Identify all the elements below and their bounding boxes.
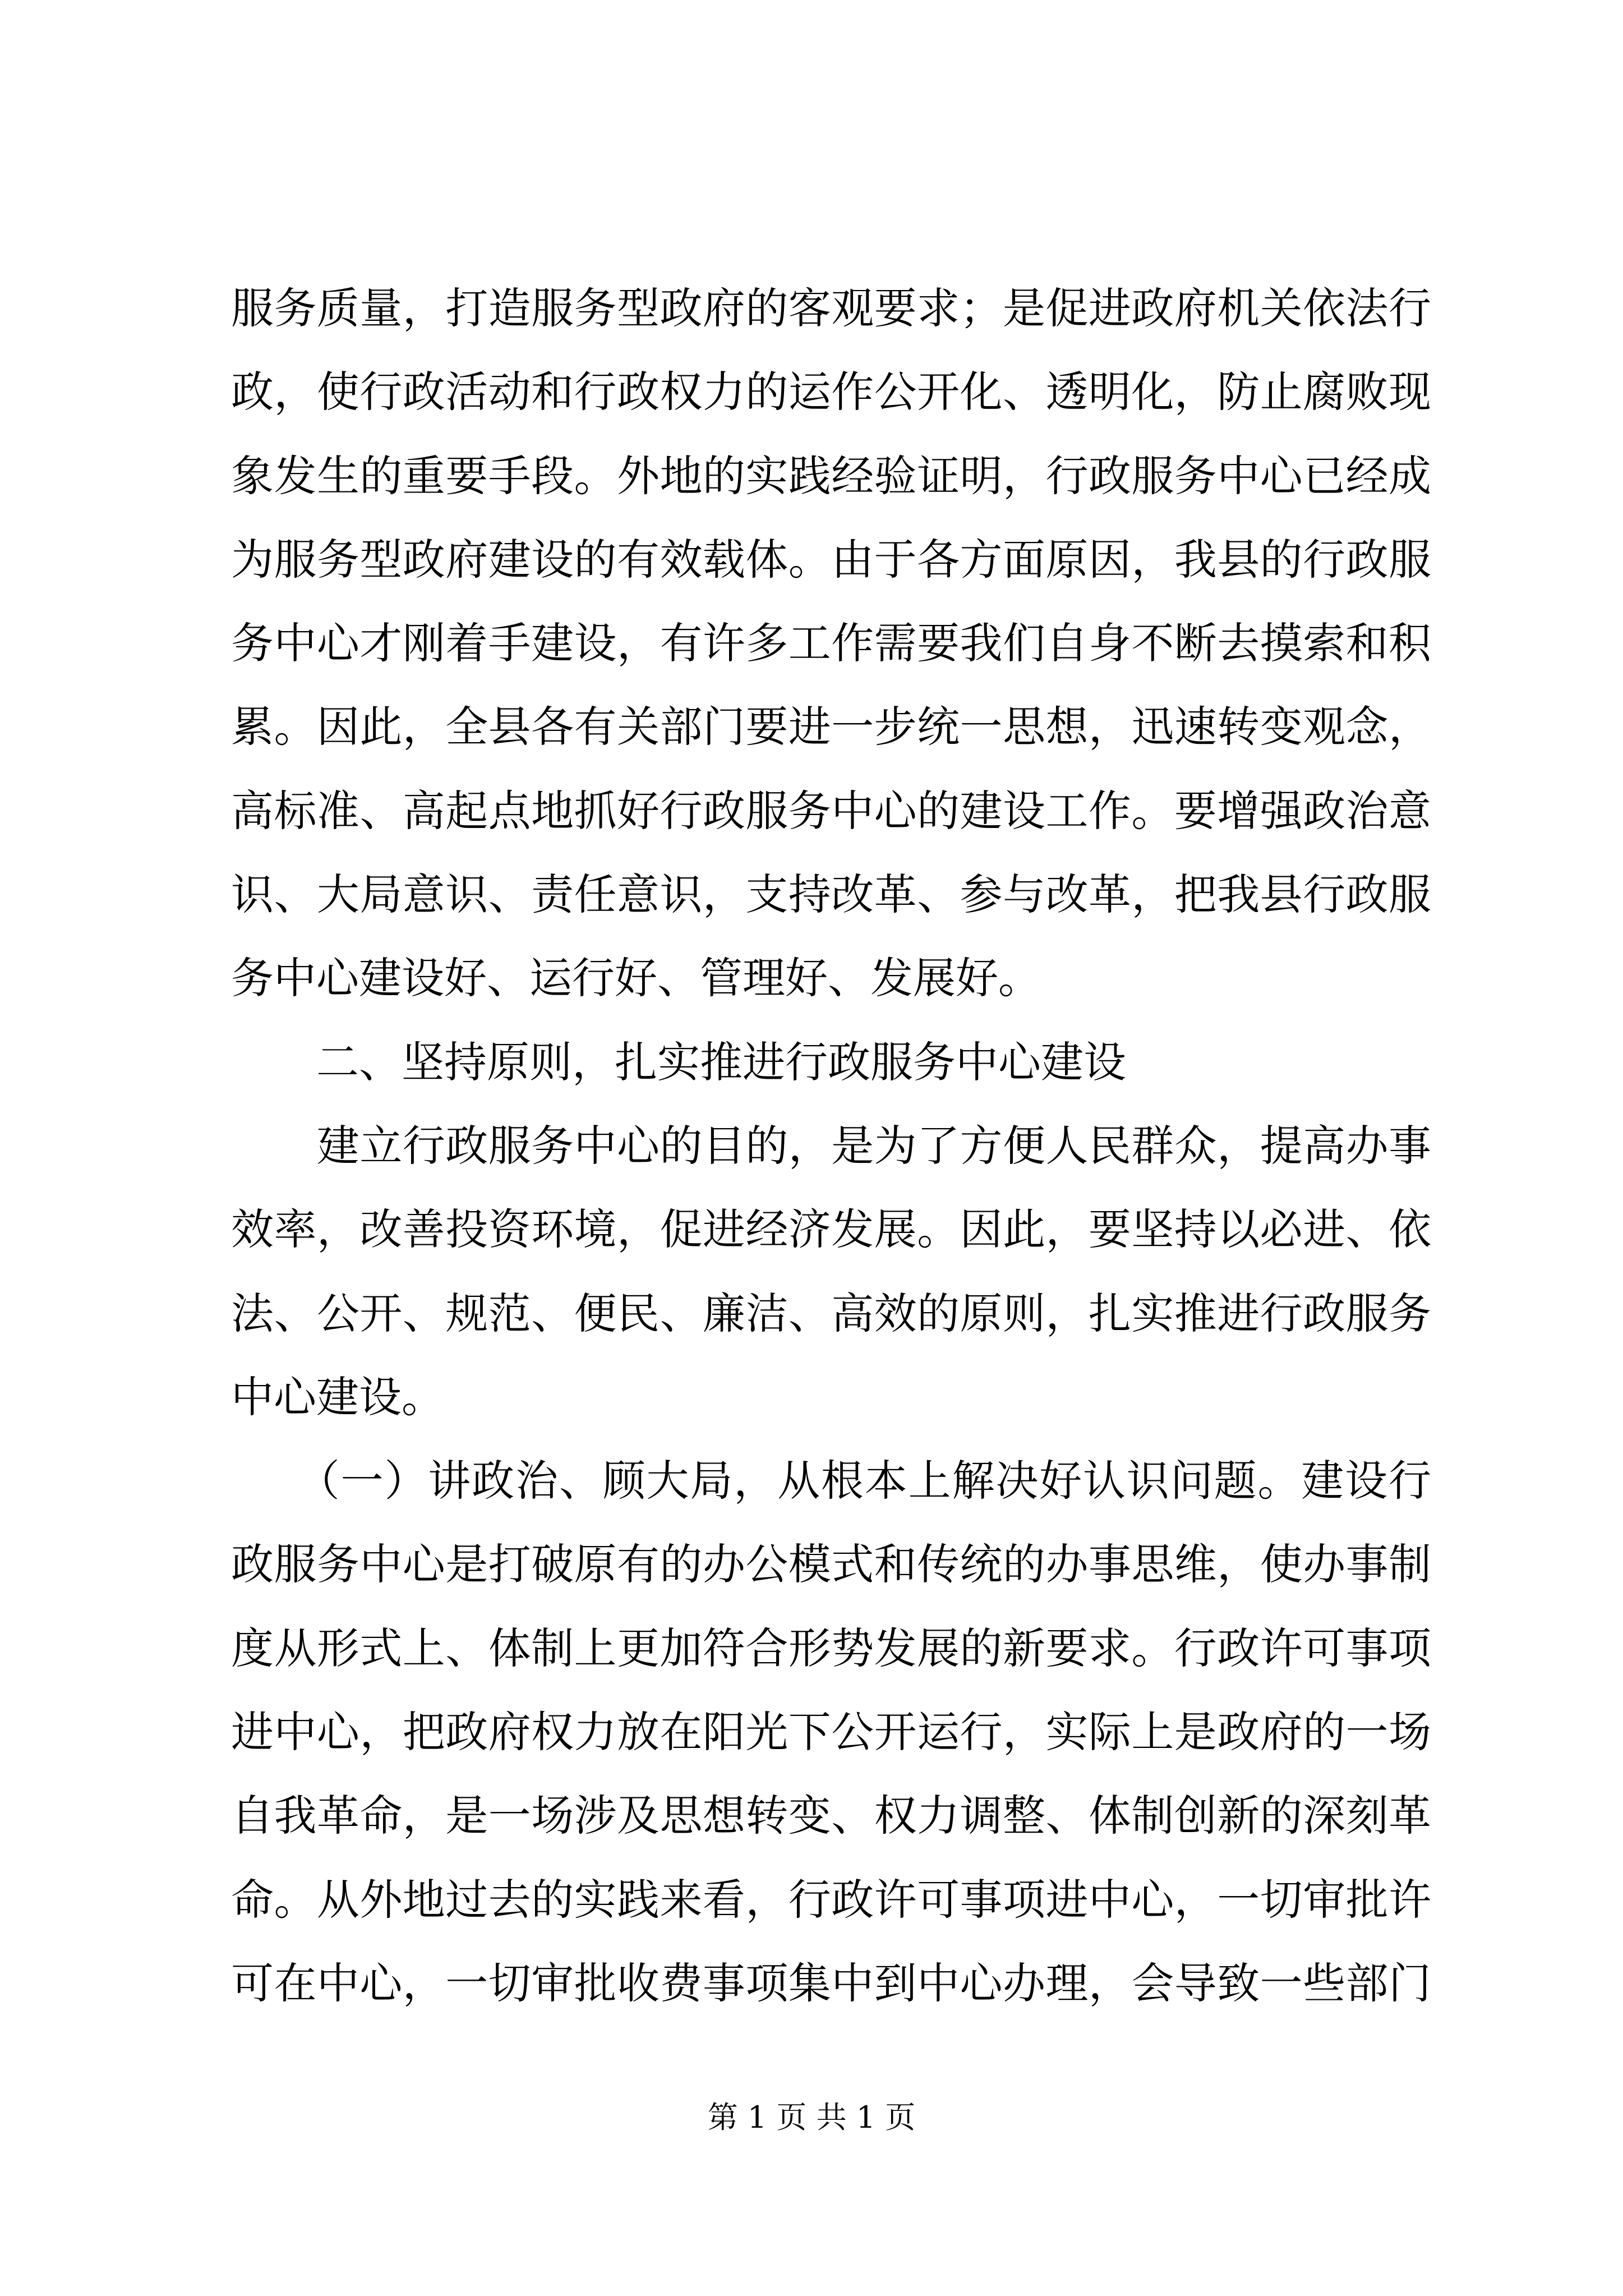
text-line-20: 命。从外地过去的实践来看，行政许可事项进中心，一切审批许	[231, 1874, 1431, 1925]
text-line-14: 中心建设。	[231, 1372, 444, 1422]
text-line-19: 自我革命，是一场涉及思想转变、权力调整、体制创新的深刻革	[231, 1791, 1431, 1841]
text-line-8: 识、大局意识、责任意识，支持改革、参与改革，把我县行政服	[231, 869, 1431, 920]
text-line-1: 服务质量，打造服务型政府的客观要求；是促进政府机关依法行	[231, 283, 1431, 333]
text-line-3: 象发生的重要手段。外地的实践经验证明，行政服务中心已经成	[231, 450, 1431, 501]
section-heading: 二、坚持原则，扎实推进行政服务中心建设	[231, 1037, 1126, 1087]
text-line-17: 度从形式上、体制上更加符合形势发展的新要求。行政许可事项	[231, 1623, 1431, 1673]
text-line-21: 可在中心，一切审批收费事项集中到中心办理，会导致一些部门	[231, 1958, 1431, 2008]
document-body	[231, 266, 1431, 2025]
text-line-4: 为服务型政府建设的有效载体。由于各方面原因，我县的行政服	[231, 534, 1431, 585]
text-line-13: 法、公开、规范、便民、廉洁、高效的原则，扎实推进行政服务	[231, 1288, 1431, 1338]
text-line-7: 高标准、高起点地抓好行政服务中心的建设工作。要增强政治意	[231, 785, 1431, 836]
text-line-11: 建立行政服务中心的目的，是为了方便人民群众，提高办事	[231, 1120, 1431, 1171]
text-line-12: 效率，改善投资环境，促进经济发展。因此，要坚持以必进、依	[231, 1204, 1431, 1255]
text-line-9: 务中心建设好、运行好、管理好、发展好。	[231, 953, 1041, 1004]
text-line-6: 累。因此，全县各有关部门要进一步统一思想，迅速转变观念，	[231, 702, 1431, 752]
text-line-18: 进中心，把政府权力放在阳光下公开运行，实际上是政府的一场	[231, 1707, 1431, 1757]
text-line-2: 政，使行政活动和行政权力的运作公开化、透明化，防止腐败现	[231, 367, 1431, 417]
text-line-16: 政服务中心是打破原有的办公模式和传统的办事思维，使办事制	[231, 1539, 1431, 1590]
text-line-5: 务中心才刚着手建设，有许多工作需要我们自身不断去摸索和积	[231, 618, 1431, 669]
text-line-15: （一）讲政治、顾大局，从根本上解决好认识问题。建设行	[231, 1456, 1431, 1506]
page-number-footer: 第 1 页 共 1 页	[707, 2100, 916, 2135]
